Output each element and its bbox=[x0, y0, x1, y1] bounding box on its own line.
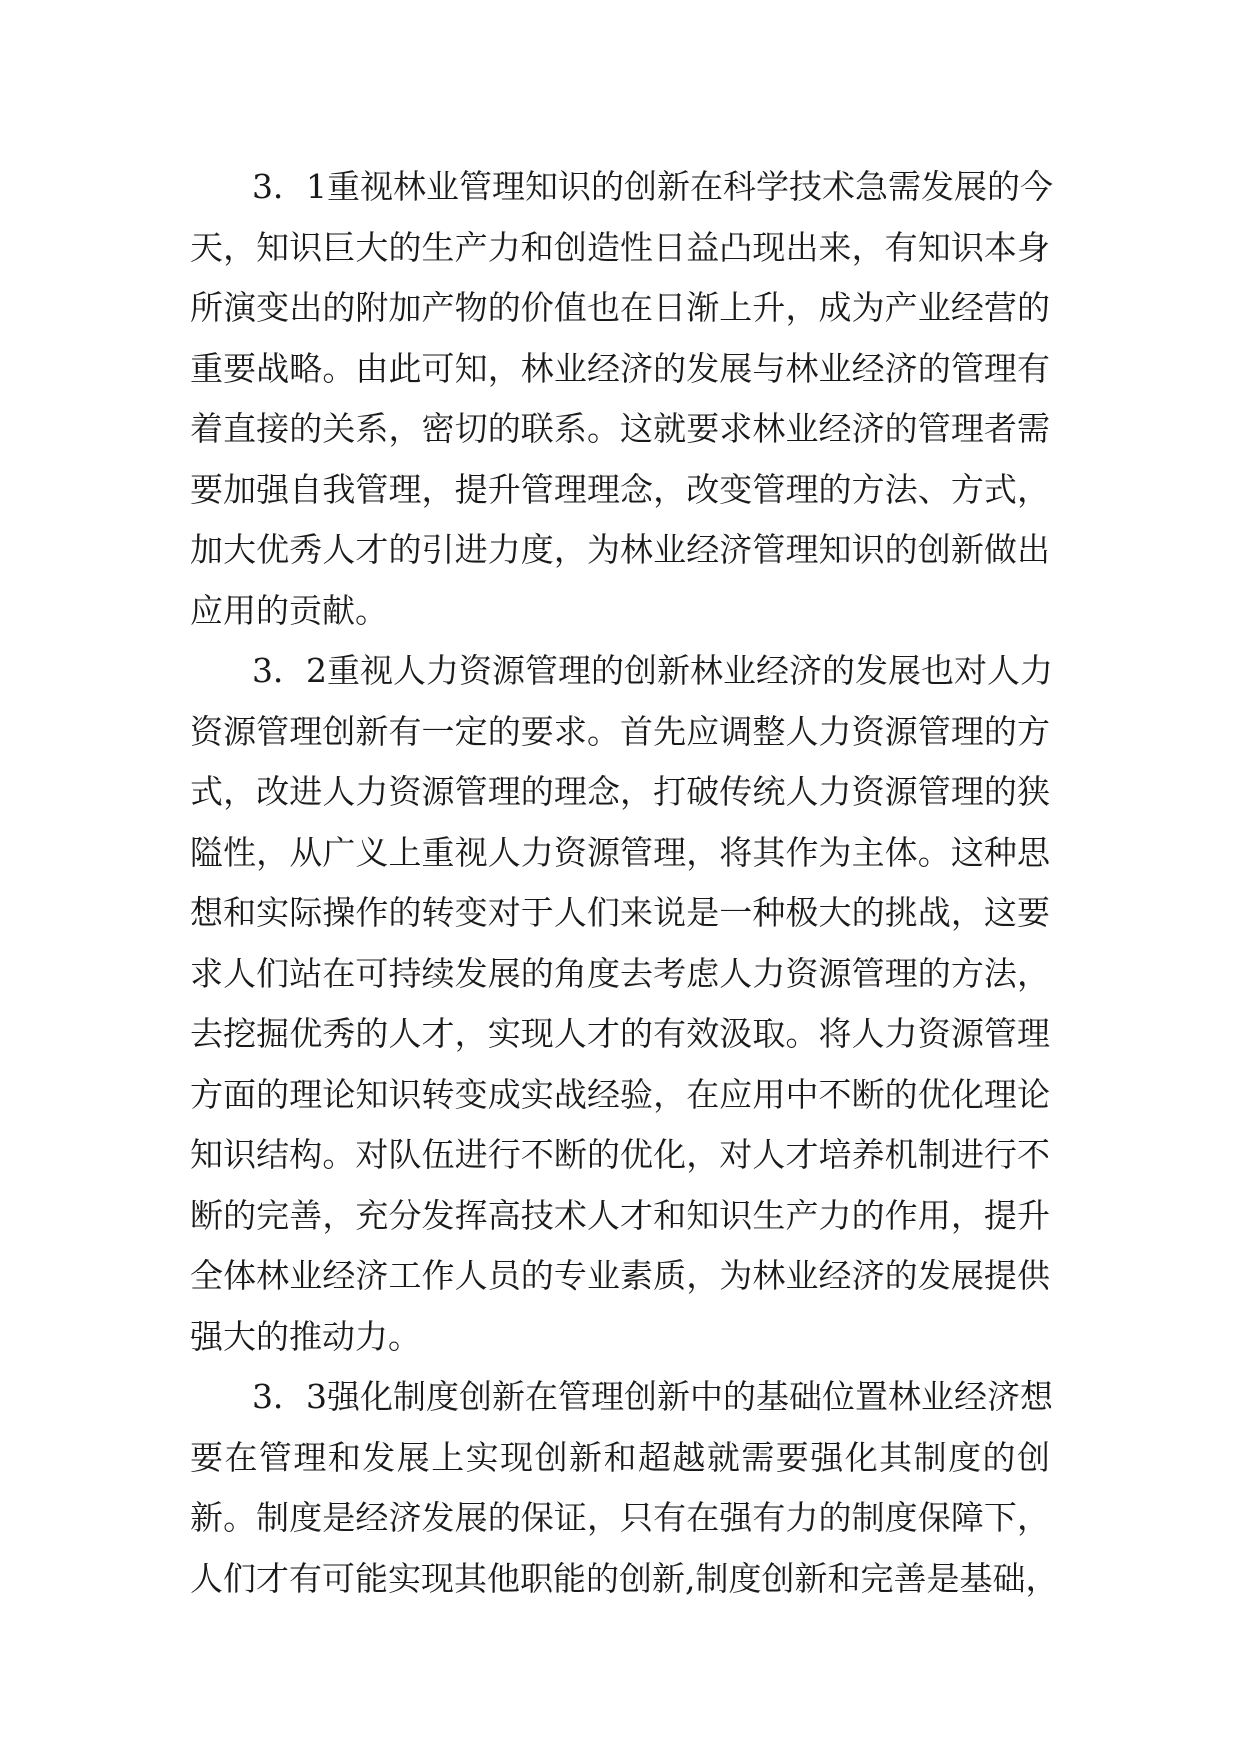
text-line: 求人们站在可持续发展的角度去考虑人力资源管理的方法， bbox=[190, 953, 1050, 993]
text-line: 着直接的关系，密切的联系。这就要求林业经济的管理者需 bbox=[190, 409, 1050, 448]
text-line: 全体林业经济工作人员的专业素质，为林业经济的发展提供 bbox=[190, 1256, 1050, 1295]
text-line: 知识结构。对队伍进行不断的优化，对人才培养机制进行不 bbox=[190, 1135, 1050, 1174]
text-line: 断的完善，充分发挥高技术人才和知识生产力的作用，提升 bbox=[190, 1195, 1050, 1235]
paragraph-3-1 bbox=[190, 157, 1053, 641]
text-line: 强大的推动力。 bbox=[190, 1316, 421, 1356]
text-line: 资源管理创新有一定的要求。首先应调整人力资源管理的方 bbox=[190, 711, 1050, 751]
text-line: 加大优秀人才的引进力度，为林业经济管理知识的创新做出 bbox=[190, 530, 1050, 569]
text-line: 式，改进人力资源管理的理念，打破传统人力资源管理的狭 bbox=[190, 772, 1050, 811]
text-line: 3．2重视人力资源管理的创新林业经济的发展也对人力 bbox=[252, 651, 1053, 690]
text-line: 要在管理和发展上实现创新和超越就需要强化其制度的创 bbox=[190, 1437, 1050, 1477]
text-line: 要加强自我管理，提升管理理念，改变管理的方法、方式， bbox=[190, 469, 1050, 509]
text-line: 3．3强化制度创新在管理创新中的基础位置林业经济想 bbox=[252, 1377, 1053, 1416]
text-line: 新。制度是经济发展的保证，只有在强有力的制度保障下， bbox=[190, 1498, 1050, 1537]
text-line: 人们才有可能实现其他职能的创新,制度创新和完善是基础， bbox=[190, 1558, 1059, 1598]
text-line: 想和实际操作的转变对于人们来说是一种极大的挑战，这要 bbox=[190, 893, 1050, 932]
body-text bbox=[190, 157, 1059, 1609]
paragraph-3-2 bbox=[190, 641, 1053, 1367]
text-line: 所演变出的附加产物的价值也在日渐上升，成为产业经营的 bbox=[190, 288, 1050, 327]
text-line: 去挖掘优秀的人才，实现人才的有效汲取。将人力资源管理 bbox=[190, 1014, 1050, 1053]
text-line: 天，知识巨大的生产力和创造性日益凸现出来，有知识本身 bbox=[190, 227, 1050, 267]
paragraph-3-3 bbox=[190, 1367, 1059, 1609]
text-line: 应用的贡献。 bbox=[190, 590, 388, 630]
text-line: 方面的理论知识转变成实战经验，在应用中不断的优化理论 bbox=[190, 1074, 1050, 1114]
text-line: 重要战略。由此可知，林业经济的发展与林业经济的管理有 bbox=[190, 348, 1050, 388]
text-line: 隘性，从广义上重视人力资源管理，将其作为主体。这种思 bbox=[190, 832, 1050, 872]
text-line: 3．1重视林业管理知识的创新在科学技术急需发展的今 bbox=[252, 167, 1053, 206]
